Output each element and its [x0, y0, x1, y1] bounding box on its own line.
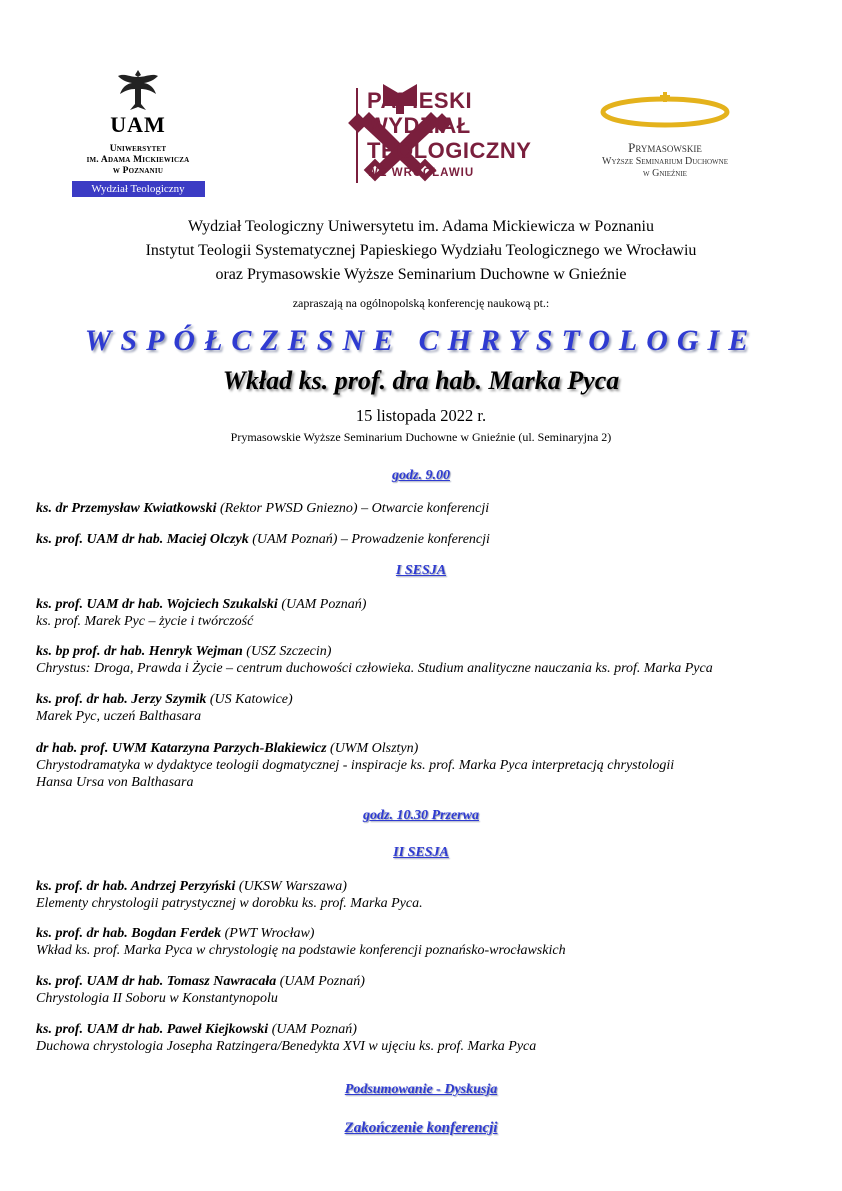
speaker-affiliation: (USZ Szczecin) — [246, 644, 332, 659]
pwsd-logo — [575, 92, 755, 180]
break-heading: godz. 10.30 Przerwa — [363, 808, 479, 823]
program-entry — [36, 1021, 826, 1055]
program-entry — [36, 740, 826, 791]
talk-title-continued: Hansa Ursa von Balthasara — [36, 775, 194, 790]
speaker-name: ks. prof. UAM dr hab. Maciej Olczyk — [36, 532, 249, 547]
uam-badge: Wydział Teologiczny — [72, 181, 205, 197]
pwsd-line3: w Gnieźnie — [643, 168, 687, 179]
speaker-affiliation: (UAM Poznań) — [271, 1022, 357, 1037]
pwt-logo-text — [367, 88, 531, 180]
program-entry — [36, 596, 826, 630]
talk-title: Chrystologia II Soboru w Konstantynopolu — [36, 991, 278, 1006]
conference-venue: Prymasowskie Wyższe Seminarium Duchowne w Gnieźnie (ul. Seminaryjna 2) — [230, 430, 612, 444]
talk-title: Elementy chrystologii patrystycznej w dorobku ks. prof. Marka Pyca. — [36, 896, 423, 911]
invitation-text: zapraszają na ogólnopolską konferencję naukową pt.: — [292, 296, 550, 310]
program-entry — [36, 973, 826, 1007]
program-entry — [36, 925, 826, 959]
pwt-line2: WYDZIAŁ — [367, 113, 471, 138]
pwt-line3: TEOLOGICZNY — [367, 138, 532, 163]
summary-heading: Podsumowanie - Dyskusja — [344, 1082, 498, 1097]
speaker-affiliation: (PWT Wrocław) — [224, 926, 315, 941]
talk-title: Chrystodramatyka w dydaktyce teologii dogmatycznej - inspiracje ks. prof. Marka Pyca interpretacją chrystologii — [36, 758, 675, 773]
organizer-line-1: Wydział Teologiczny Uniwersytetu im. Adama Mickiewicza w Poznaniu — [188, 218, 654, 235]
speaker-name: dr hab. prof. UWM Katarzyna Parzych-Blakiewicz — [36, 741, 327, 756]
speaker-name: ks. prof. UAM dr hab. Paweł Kiejkowski — [36, 1022, 269, 1037]
conference-subtitle: Wkład ks. prof. dra hab. Marka Pyca — [222, 366, 620, 395]
speaker-name: ks. prof. UAM dr hab. Tomasz Nawracała — [36, 974, 277, 989]
speaker-affiliation: (US Katowice) — [209, 692, 293, 707]
eagle-icon — [116, 68, 160, 114]
pwsd-line2: Wyższe Seminarium Duchowne — [602, 156, 728, 167]
pwsd-line1: Prymasowskie — [628, 140, 702, 155]
program-entry — [36, 878, 826, 912]
uam-line2: im. Adama Mickiewicza — [86, 155, 190, 165]
speaker-affiliation: (UAM Poznań) – Prowadzenie konferencji — [252, 532, 490, 547]
pwt-divider — [356, 88, 358, 183]
halo-icon — [595, 92, 735, 132]
organizer-line-2: Instytut Teologii Systematycznej Papieskiego Wydziału Teologicznego we Wrocławiu — [145, 242, 697, 259]
program-entry — [36, 643, 826, 677]
organizer-line-3: oraz Prymasowskie Wyższe Seminarium Duchowne w Gnieźnie — [215, 266, 627, 283]
program-entry — [36, 500, 826, 517]
talk-title: Wkład ks. prof. Marka Pyca w chrystologię na podstawie konferencji poznańsko-wrocławskich — [36, 943, 566, 958]
speaker-name: ks. bp prof. dr hab. Henryk Wejman — [36, 644, 243, 659]
talk-title: ks. prof. Marek Pyc – życie i twórczość — [36, 614, 254, 629]
session-2-heading: II SESJA — [393, 845, 449, 860]
talk-title: Marek Pyc, uczeń Balthasara — [36, 709, 202, 724]
uam-line1: Uniwersytet — [109, 144, 167, 154]
speaker-name: ks. prof. UAM dr hab. Wojciech Szukalski — [36, 597, 278, 612]
talk-title: Chrystus: Droga, Prawda i Życie – centrum duchowości człowieka. Studium analityczne nauczania ks. prof. Marka Pyca — [36, 661, 713, 676]
program-entry — [36, 531, 826, 548]
conference-title: WSPÓŁCZESNE CHRYSTOLOGIE — [84, 324, 758, 357]
speaker-affiliation: (UWM Olsztyn) — [330, 741, 419, 756]
program-entry — [36, 691, 826, 725]
uam-mark: UAM — [110, 112, 166, 137]
talk-title: Duchowa chrystologia Josepha Ratzingera/Benedykta XVI w ujęciu ks. prof. Marka Pyca — [36, 1039, 537, 1054]
conference-date: 15 listopada 2022 r. — [355, 406, 487, 425]
speaker-name: ks. prof. dr hab. Andrzej Perzyński — [36, 879, 236, 894]
speaker-affiliation: (UAM Poznań) — [281, 597, 367, 612]
speaker-name: ks. dr Przemysław Kwiatkowski — [36, 501, 217, 516]
speaker-affiliation: (Rektor PWSD Gniezno) – Otwarcie konferencji — [219, 501, 490, 516]
pwt-line1: PAPIESKI — [367, 88, 473, 113]
speaker-affiliation: (UKSW Warszawa) — [238, 879, 347, 894]
speaker-name: ks. prof. dr hab. Jerzy Szymik — [36, 692, 207, 707]
speaker-affiliation: (UAM Poznań) — [279, 974, 365, 989]
speaker-name: ks. prof. dr hab. Bogdan Ferdek — [36, 926, 222, 941]
session-1-heading: I SESJA — [395, 563, 447, 578]
uam-line3: w Poznaniu — [112, 166, 164, 176]
closing-heading: Zakończenie konferencji — [344, 1120, 498, 1136]
uam-logo — [70, 68, 206, 197]
pwt-line4: WE WROCŁAWIU — [367, 167, 475, 179]
time-heading-start: godz. 9.00 — [392, 468, 450, 483]
